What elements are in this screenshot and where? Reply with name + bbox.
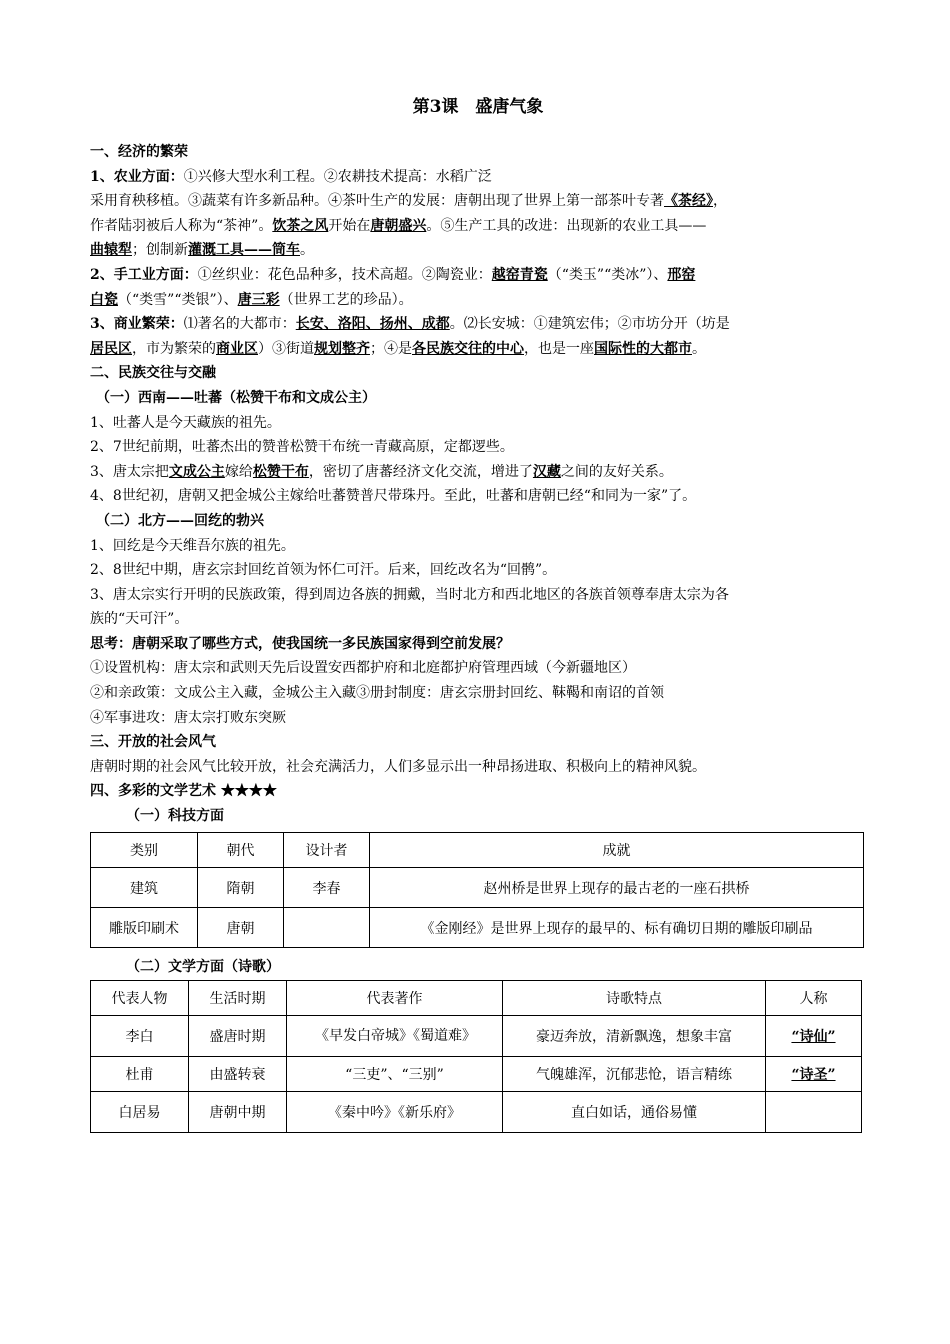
table-cell: 建筑 — [91, 868, 198, 908]
tubo-line-4: 4、8世纪初，唐朝又把金城公主嫁给吐蕃赞普尺带珠丹。至此，吐蕃和唐朝已经“和同为一家”了。 — [90, 488, 697, 505]
poetry-table — [90, 980, 862, 1133]
section-1-heading: 一、经济的繁荣 — [90, 144, 188, 160]
section-3-text: 唐朝时期的社会风气比较开放，社会充满活力，人们多显示出一种昂扬进取、积极向上的精神风貌。 — [90, 758, 706, 775]
table-row — [91, 1016, 862, 1057]
tech-header-cell: 成就 — [370, 833, 864, 868]
table-cell: 白居易 — [91, 1092, 189, 1133]
poetry-header-cell: 诗歌特点 — [503, 981, 766, 1016]
table-cell: 《金刚经》是世界上现存的最早的、标有确切日期的雕版印刷品 — [370, 908, 864, 948]
commerce-line-2: 居民区，市为繁荣的商业区）③街道规划整齐；④是各民族交往的中心，也是一座国际性的大都市。 — [90, 340, 706, 357]
table-row — [91, 1057, 862, 1092]
poetry-header-cell: 代表人物 — [91, 981, 189, 1016]
table-row — [91, 908, 864, 948]
table-cell: 由盛转衰 — [189, 1057, 287, 1092]
craft-line-1: 2、手工业方面：①丝织业：花色品种多，技术高超。②陶瓷业：越窑青瓷（“类玉”“类冰”）、邢窑 — [90, 266, 696, 283]
table-cell — [284, 908, 370, 948]
poetry-header-cell: 人称 — [766, 981, 862, 1016]
huihe-line-2: 2、8世纪中期，唐玄宗封回纥首领为怀仁可汗。后来，回纥改名为“回鹘”。 — [90, 562, 557, 579]
table-cell: 豪迈奔放，清新飘逸，想象丰富 — [503, 1016, 766, 1057]
huihe-line-1: 1、回纥是今天维吾尔族的祖先。 — [90, 537, 295, 554]
table-cell: 杜甫 — [91, 1057, 189, 1092]
lesson-title: 第3课 盛唐气象 — [412, 97, 544, 117]
agri-line-4: 曲辕犁；创制新灌溉工具——筒车。 — [90, 242, 314, 259]
table-cell: 盛唐时期 — [189, 1016, 287, 1057]
tech-header-cell: 类别 — [91, 833, 198, 868]
craft-line-2: 白瓷（“类雪”“类银”）、唐三彩（世界工艺的珍品）。 — [90, 291, 413, 308]
table-cell: 李春 — [284, 868, 370, 908]
nickname: “诗仙” — [791, 1029, 836, 1045]
table-cell: 直白如话，通俗易懂 — [503, 1092, 766, 1133]
content-lines — [90, 140, 866, 829]
agri-line-3: 作者陆羽被后人称为“茶神”。饮茶之风开始在唐朝盛兴。⑤生产工具的改进：出现新的农业工具—— — [90, 217, 707, 234]
tubo-heading: （一）西南——吐蕃（松赞干布和文成公主） — [96, 389, 376, 406]
commerce-line-1: 3、商业繁荣：⑴著名的大都市：长安、洛阳、扬州、成都。⑵长安城：①建筑宏伟；②市坊分开（坊是 — [90, 316, 730, 333]
section-3-heading: 三、开放的社会风气 — [90, 734, 216, 751]
method-line-3: ④军事进攻：唐太宗打败东突厥 — [90, 709, 286, 726]
nickname: “诗圣” — [791, 1067, 836, 1083]
tech-heading: （一）科技方面 — [126, 808, 224, 825]
think-question: 思考：唐朝采取了哪些方式，使我国统一多民族国家得到空前发展？ — [90, 635, 510, 652]
agri-line-2: 采用育秧移植。③蔬菜有许多新品种。④茶叶生产的发展：唐朝出现了世界上第一部茶叶专著《茶经》， — [90, 193, 727, 210]
poetry-header-cell: 代表著作 — [287, 981, 503, 1016]
tubo-line-1: 1、吐蕃人是今天藏族的祖先。 — [90, 414, 281, 431]
table-cell — [766, 1092, 862, 1133]
tech-table — [90, 832, 864, 948]
tubo-line-2: 2、7世纪前期，吐蕃杰出的赞普松赞干布统一青藏高原，定都逻些。 — [90, 439, 514, 456]
tech-header-cell: 设计者 — [284, 833, 370, 868]
tubo-line-3: 3、唐太宗把文成公主嫁给松赞干布，密切了唐蕃经济文化交流，增进了汉藏之间的友好关系。 — [90, 463, 673, 480]
table-row — [91, 868, 864, 908]
table-cell: 赵州桥是世界上现存的最古老的一座石拱桥 — [370, 868, 864, 908]
method-line-2: ②和亲政策：文成公主入藏，金城公主入藏③册封制度：唐玄宗册封回纥、靺鞨和南诏的首领 — [90, 685, 664, 702]
huihe-heading: （二）北方——回纥的勃兴 — [96, 512, 264, 529]
table-cell — [766, 1016, 862, 1057]
poetry-table-header — [91, 981, 862, 1016]
table-cell: 《秦中吟》《新乐府》 — [287, 1092, 503, 1133]
poetry-header-cell: 生活时期 — [189, 981, 287, 1016]
table-cell: 气魄雄浑，沉郁悲怆，语言精练 — [503, 1057, 766, 1092]
table-cell: “三吏”、“三别” — [287, 1057, 503, 1092]
table-cell: 《早发白帝城》《蜀道难》 — [287, 1016, 503, 1057]
table-cell: 唐朝 — [198, 908, 284, 948]
table-cell: 雕版印刷术 — [91, 908, 198, 948]
huihe-line-3: 3、唐太宗实行开明的民族政策，得到周边各族的拥戴，当时北方和西北地区的各族首领尊奉唐太宗为各 — [90, 586, 729, 603]
section-4-heading: 四、多彩的文学艺术 ★★★★ — [90, 783, 277, 800]
tech-table-header — [91, 833, 864, 868]
method-line-1: ①设置机构：唐太宗和武则天先后设置安西都护府和北庭都护府管理西域（今新疆地区） — [90, 660, 636, 677]
table-cell — [766, 1057, 862, 1092]
literature-heading: （二）文学方面（诗歌） — [126, 959, 280, 975]
huihe-line-3b: 族的“天可汗”。 — [90, 611, 189, 628]
agri-line-1: 1、农业方面：①兴修大型水利工程。②农耕技术提高：水稻广泛 — [90, 168, 492, 185]
table-cell: 隋朝 — [198, 868, 284, 908]
table-cell: 李白 — [91, 1016, 189, 1057]
table-cell: 唐朝中期 — [189, 1092, 287, 1133]
section-2-heading: 二、民族交往与交融 — [90, 365, 216, 382]
table-row — [91, 1092, 862, 1133]
tech-header-cell: 朝代 — [198, 833, 284, 868]
